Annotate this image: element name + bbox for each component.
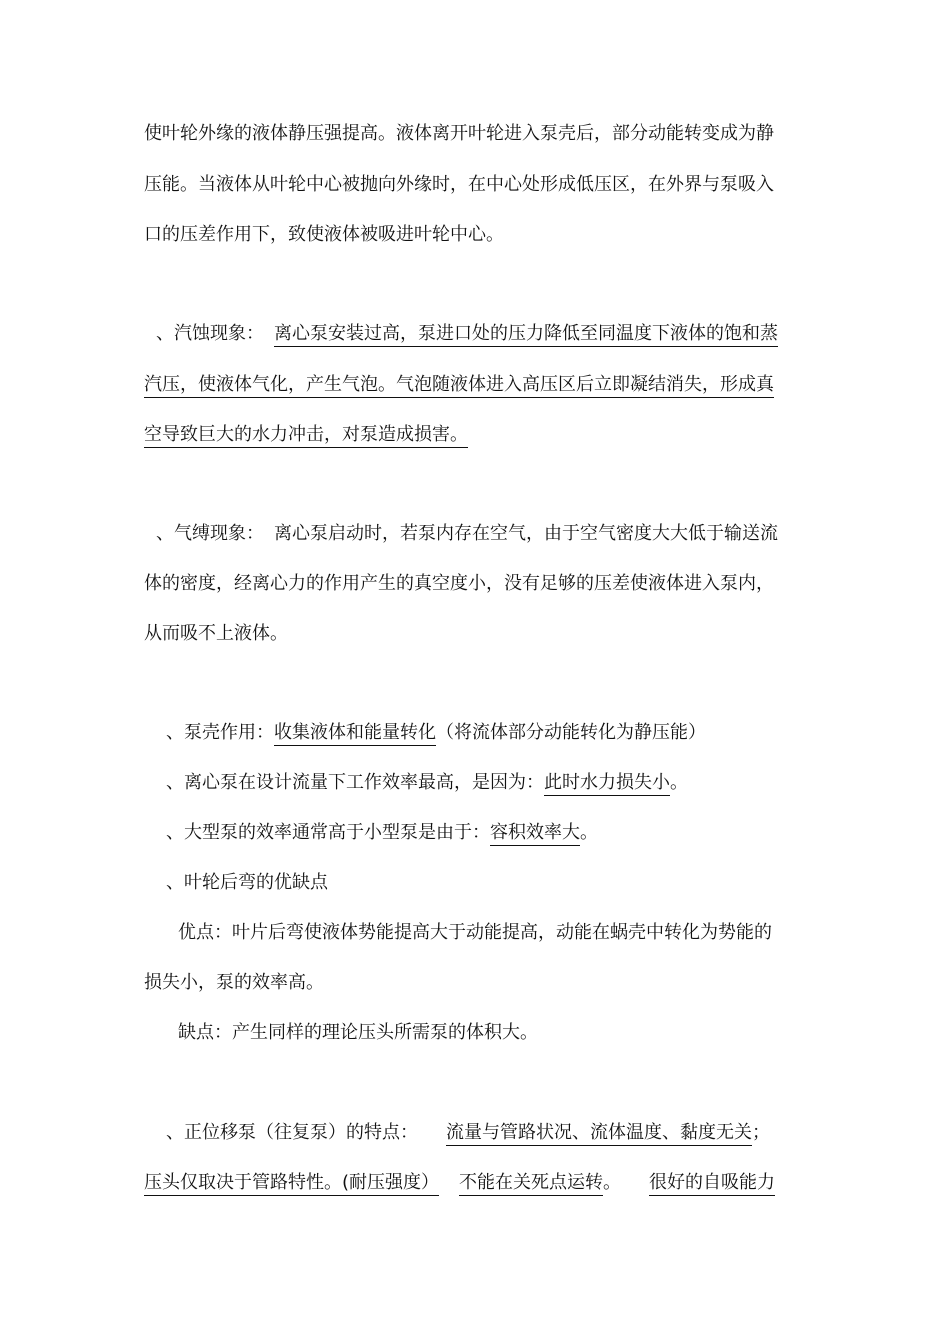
cavitation-line-3: [144, 422, 808, 448]
intro-line-3: 口的压差作用下，致使液体被吸进叶轮中心。: [144, 224, 504, 245]
backward-blade-con: 缺点：产生同样的理论压头所需泵的体积大。: [178, 1022, 538, 1043]
backward-blade-title-line: [144, 870, 808, 896]
cavitation-line-2: [144, 372, 808, 398]
large-pump-answer: 容积效率大: [490, 822, 580, 846]
efficiency-label: 、离心泵在设计流量下工作效率最高，是因为：: [166, 772, 544, 793]
air-binding-label: 、气缚现象：: [156, 523, 264, 544]
backward-blade-pro-line-1: [144, 920, 808, 946]
cavitation-label: 、汽蚀现象：: [156, 323, 264, 344]
positive-displacement-sep-3: 。: [603, 1172, 622, 1193]
positive-displacement-label: 、正位移泵（往复泵）的特点：: [166, 1122, 418, 1143]
large-pump-line: [144, 820, 808, 846]
air-binding-line-1: [144, 521, 808, 547]
casing-line: [144, 720, 808, 746]
casing-answer: 收集液体和能量转化: [274, 722, 436, 746]
backward-blade-con-line: [144, 1020, 808, 1046]
casing-note: （将流体部分动能转化为静压能）: [436, 722, 706, 743]
efficiency-answer: 此时水力损失小: [544, 772, 670, 796]
cavitation-answer-2: 汽压，使液体气化，产生气泡。气泡随液体进入高压区后立即凝结消失，形成真: [144, 374, 774, 398]
intro-line-2: 压能。当液体从叶轮中心被抛向外缘时，在中心处形成低压区，在外界与泵吸入: [144, 174, 774, 195]
air-binding-line-3: 从而吸不上液体。: [144, 623, 288, 644]
cavitation-line-1: [144, 321, 808, 347]
casing-label: 、泵壳作用：: [166, 722, 274, 743]
positive-displacement-answer-2: 压头仅取决于管路特性。(耐压强度）: [144, 1172, 439, 1196]
cavitation-answer-1: 离心泵安装过高，泵进口处的压力降低至同温度下液体的饱和蒸: [274, 323, 778, 347]
efficiency-end: 。: [670, 772, 688, 793]
positive-displacement-line-2: [144, 1170, 808, 1196]
backward-blade-pro-1: 优点：叶片后弯使液体势能提高大于动能提高，动能在蜗壳中转化为势能的: [178, 922, 772, 943]
large-pump-end: 。: [580, 822, 598, 843]
air-binding-line-2: 体的密度，经离心力的作用产生的真空度小，没有足够的压差使液体进入泵内，: [144, 573, 774, 594]
air-binding-text-1: 离心泵启动时，若泵内存在空气，由于空气密度大大低于输送流: [274, 523, 778, 544]
intro-line-1: 使叶轮外缘的液体静压强提高。液体离开叶轮进入泵壳后，部分动能转变成为静: [144, 123, 774, 144]
positive-displacement-sep-1: ；: [752, 1122, 770, 1143]
cavitation-answer-3: 空导致巨大的水力冲击，对泵造成损害。: [144, 424, 468, 448]
large-pump-label: 、大型泵的效率通常高于小型泵是由于：: [166, 822, 490, 843]
positive-displacement-answer-3: 不能在关死点运转: [459, 1172, 603, 1196]
positive-displacement-line-1: [144, 1120, 808, 1146]
positive-displacement-answer-1: 流量与管路状况、流体温度、黏度无关: [446, 1122, 752, 1146]
efficiency-line: [144, 770, 808, 796]
positive-displacement-answer-4: 很好的自吸能力: [649, 1172, 775, 1196]
backward-blade-title: 、叶轮后弯的优缺点: [166, 872, 328, 893]
backward-blade-pro-line-2: 损失小，泵的效率高。: [144, 972, 324, 993]
